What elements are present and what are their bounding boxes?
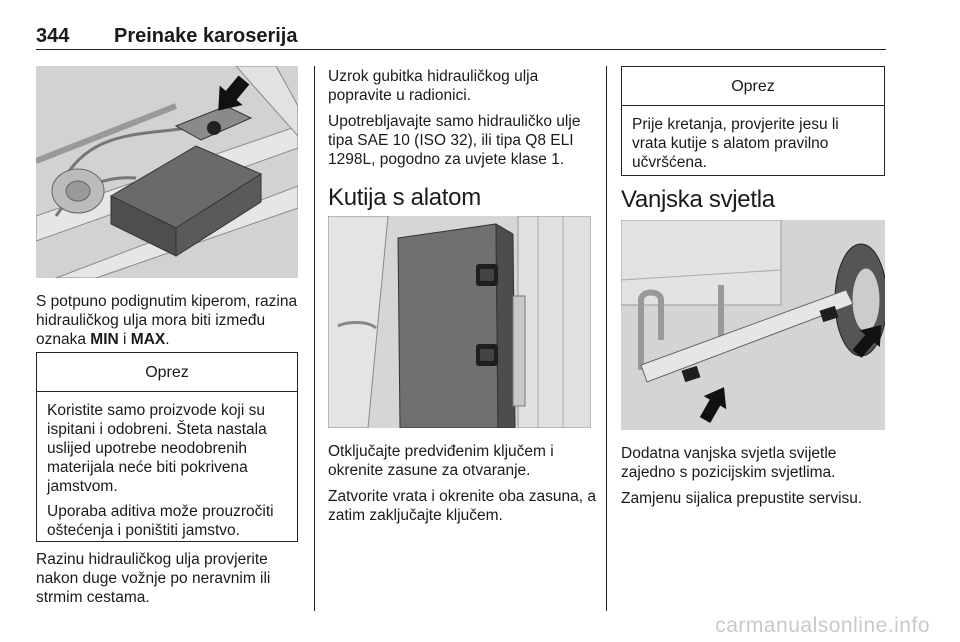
period: . — [165, 331, 170, 348]
page-header — [36, 25, 297, 48]
chapter-title: Preinake karoserija — [114, 25, 298, 47]
unlock-paragraph: Otključajte predviđenim ključem i okrenite zasune za otvaranje. — [328, 443, 554, 479]
col3-bottom-text — [621, 444, 891, 515]
caution-text-1: Koristite samo proizvode koji su ispitani i odobreni. Šteta nastala uslijed upotrebe neodobrenih materijala neće biti pokrivena jamstvom. — [47, 402, 267, 495]
oil-loss-paragraph: Uzrok gubitka hidrauličkog ulja popravite u radionici. — [328, 68, 539, 104]
max-mark: MAX — [130, 331, 166, 348]
toolbox-heading: Kutija s alatom — [328, 184, 481, 211]
page-number: 344 — [36, 25, 70, 47]
caution-box-toolbox — [621, 66, 885, 176]
col2-bottom-text — [328, 442, 598, 532]
exterior-lights-figure — [621, 220, 885, 430]
caution-title: Oprez — [37, 353, 297, 392]
toolbox-figure — [328, 216, 591, 428]
service-paragraph: Zamjenu sijalica prepustite servisu. — [621, 490, 863, 507]
header-rule — [36, 49, 886, 50]
watermark: carmanualsonline.info — [715, 614, 930, 637]
col1-bottom-text — [36, 550, 304, 614]
close-paragraph: Zatvorite vrata i okrenite oba zasuna, a zatim zaključajte ključem. — [328, 488, 596, 524]
caution-title: Oprez — [622, 67, 884, 106]
hydraulic-tank-figure — [36, 66, 298, 278]
oil-type-paragraph: Upotrebljavajte samo hidrauličko ulje tipa SAE 10 (ISO 32), ili tipa Q8 ELI 1298L, pogodno za uvjete klase 1. — [328, 113, 581, 168]
col2-top-text — [328, 67, 598, 176]
check-oil-paragraph: Razinu hidrauličkog ulja provjerite nakon duge vožnje po neravnim ili strmim cestama. — [36, 551, 271, 606]
caution-box-products — [36, 352, 298, 542]
oil-level-paragraph — [36, 292, 304, 349]
column-divider-1 — [314, 66, 315, 611]
lights-paragraph: Dodatna vanjska svjetla svijetle zajedno s pozicijskim svjetlima. — [621, 445, 837, 481]
caution-text-2: Uporaba aditiva može prouzročiti oštećenja i poništiti jamstvo. — [47, 503, 274, 539]
min-mark: MIN — [90, 331, 119, 348]
exterior-lights-heading: Vanjska svjetla — [621, 186, 775, 213]
caution-text: Prije kretanja, provjerite jesu li vrata kutije s alatom pravilno učvršćena. — [632, 116, 839, 171]
oil-level-text: S potpuno podignutim kiperom, razina hidrauličkog ulja mora biti između oznaka — [36, 293, 298, 348]
column-divider-2 — [606, 66, 607, 611]
col1-text — [36, 292, 304, 356]
conjunction: i — [118, 331, 131, 348]
